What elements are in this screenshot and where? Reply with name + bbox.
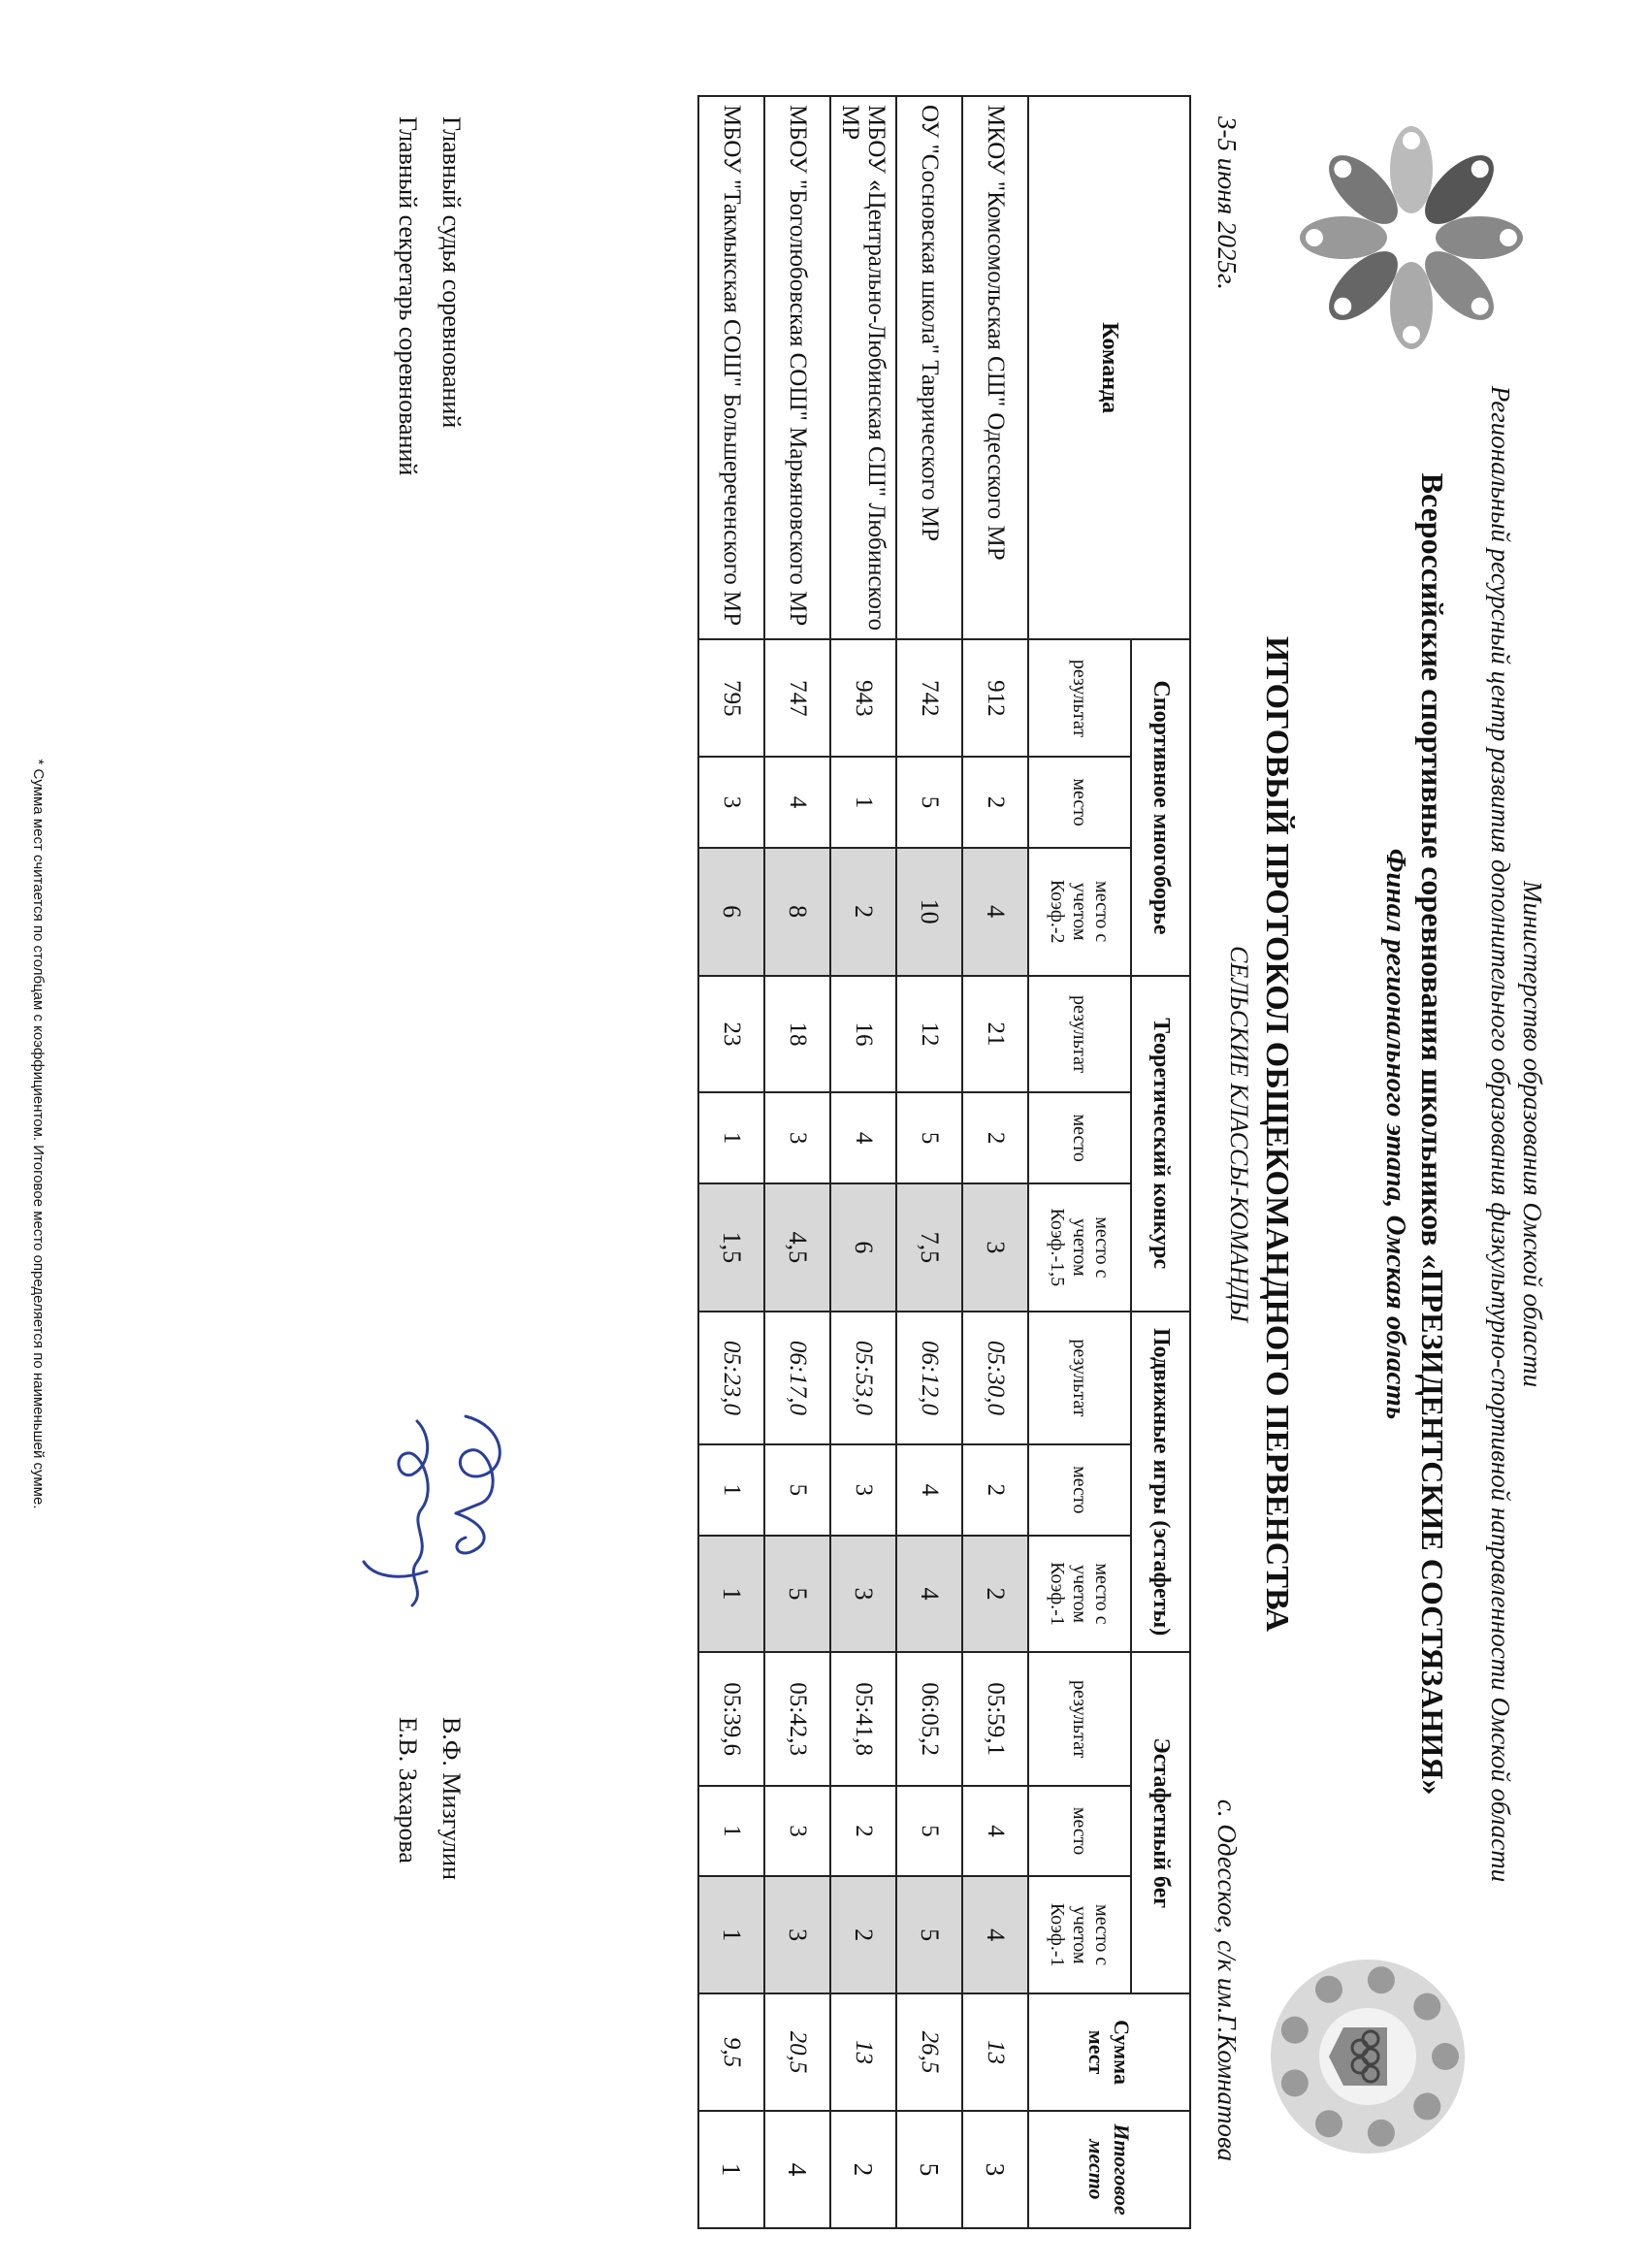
games-coef-place: 1 [698,1536,764,1653]
games-result: 05:53,0 [830,1312,896,1444]
group-header-games: Подвижные игры (эстафеты) [1131,1312,1190,1653]
multiathlon-place: 5 [896,757,962,847]
places-sum: 20,5 [764,1993,830,2111]
multiathlon-place: 2 [962,757,1028,847]
ministry-name: Министерство образования Омской области [1518,880,1547,1388]
theory-coef-place: 4,5 [764,1183,830,1312]
competition-venue: с. Одесское, с/к им.Г.Комнатова [1212,1798,1242,2161]
group-header-row [1131,96,1190,2228]
games-coef-place: 4 [896,1536,962,1653]
multiathlon-result: 943 [830,639,896,757]
relay-coef-place: 5 [896,1876,962,1993]
relay-place: 4 [962,1786,1028,1876]
theory-coef-place: 7,5 [896,1183,962,1312]
category-title: СЕЛЬСКИЕ КЛАССЫ-КОМАНДЫ [1225,946,1253,1322]
resource-center-name: Региональный ресурсный центр развития дополнительного образования физкультурно-спортивной направленности Омской области [1486,385,1515,1883]
theory-result: 23 [698,976,764,1093]
final-place-column-header: Итоговое место [1028,2111,1190,2228]
result-subheader: результат [1028,639,1131,757]
group-header-theory: Теоретический конкурс [1131,976,1190,1312]
team-name: МБОУ "Такмыкская СОШ" Большереченского МР [698,96,764,639]
games-place: 5 [764,1444,830,1535]
multiathlon-coef-place: 10 [896,848,962,976]
games-place: 2 [962,1444,1028,1535]
table-row [698,96,764,2228]
final-place: 4 [764,2111,830,2228]
places-sum: 9,5 [698,1993,764,2111]
sum-column-header: Сумма мест [1028,1993,1190,2111]
games-result: 05:30,0 [962,1312,1028,1444]
place-subheader: место [1028,1444,1131,1535]
coef-place-subheader: место с учетом Коэф.-1 [1028,1876,1131,1993]
team-name: МКОУ "Комсомольская СШ" Одесского МР [962,96,1028,639]
chief-judge-title: Главный судья соревнований [437,116,466,429]
theory-place: 5 [896,1092,962,1183]
theory-coef-place: 3 [962,1183,1028,1312]
final-place: 5 [896,2111,962,2228]
places-sum: 13 [962,1993,1028,2111]
results-table [697,95,1191,2229]
games-coef-place: 3 [830,1536,896,1653]
group-header-multiathlon: Спортивное многоборье [1131,639,1190,975]
relay-coef-place: 3 [764,1876,830,1993]
coef-place-subheader: место с учетом Коэф.-1,5 [1028,1183,1131,1312]
group-header-relay: Эстафетный бег [1131,1652,1190,1993]
coef-place-subheader: место с учетом Коэф.-1 [1028,1536,1131,1653]
result-subheader: результат [1028,976,1131,1093]
theory-result: 21 [962,976,1028,1093]
theory-place: 3 [764,1092,830,1183]
result-subheader: результат [1028,1312,1131,1444]
theory-result: 16 [830,976,896,1093]
team-name: ОУ "Сосновская школа" Таврического МР [896,96,962,639]
competition-date: 3-5 июня 2025г. [1212,116,1242,290]
multiathlon-result: 795 [698,639,764,757]
games-coef-place: 5 [764,1536,830,1653]
place-subheader: место [1028,1092,1131,1183]
table-row [896,96,962,2228]
table-row [962,96,1028,2228]
handwritten-signature-icon [359,1397,524,1649]
multiathlon-coef-place: 8 [764,848,830,976]
places-sum: 26,5 [896,1993,962,2111]
relay-place: 1 [698,1786,764,1876]
relay-coef-place: 2 [830,1876,896,1993]
theory-coef-place: 6 [830,1183,896,1312]
team-name: МБОУ "Боголюбовская СОШ" Марьяновского МР [764,96,830,639]
relay-place: 5 [896,1786,962,1876]
games-place: 3 [830,1444,896,1535]
theory-coef-place: 1,5 [698,1183,764,1312]
chief-secretary-name: Е.В. Захарова [394,1717,422,1863]
footnote: * Сумма мест считается по столбцам с коэффициентом. Итоговое место определяется по наименьшей сумме. [30,759,47,1509]
relay-coef-place: 4 [962,1876,1028,1993]
games-place: 4 [896,1444,962,1535]
relay-result: 05:39,6 [698,1652,764,1785]
games-result: 06:17,0 [764,1312,830,1444]
team-name: МБОУ «Центрально-Любинская СШ" Любинского МР [830,96,896,639]
place-subheader: место [1028,757,1131,847]
theory-place: 2 [962,1092,1028,1183]
relay-result: 05:59,1 [962,1652,1028,1785]
final-place: 1 [698,2111,764,2228]
relay-result: 06:05,2 [896,1652,962,1785]
relay-place: 3 [764,1786,830,1876]
games-result: 06:12,0 [896,1312,962,1444]
place-subheader: место [1028,1786,1131,1876]
multiathlon-place: 1 [830,757,896,847]
games-place: 1 [698,1444,764,1535]
relay-result: 05:41,8 [830,1652,896,1785]
multiathlon-result: 747 [764,639,830,757]
multiathlon-result: 912 [962,639,1028,757]
games-result: 05:23,0 [698,1312,764,1444]
multiathlon-place: 4 [764,757,830,847]
final-place: 2 [830,2111,896,2228]
table-row [830,96,896,2228]
relay-place: 2 [830,1786,896,1876]
relay-result: 05:42,3 [764,1652,830,1785]
final-place: 3 [962,2111,1028,2228]
team-column-header: Команда [1028,96,1190,639]
theory-place: 1 [698,1092,764,1183]
result-subheader: результат [1028,1652,1131,1785]
theory-result: 18 [764,976,830,1093]
competition-title: Всероссийские спортивные соревнования школьников «ПРЕЗИДЕНТСКИЕ СОСТЯЗАНИЯ» [1415,472,1450,1796]
competition-stage: Финал регионального этапа, Омская область [1380,848,1411,1420]
chief-secretary-title: Главный секретарь соревнований [394,116,422,476]
theory-place: 4 [830,1092,896,1183]
multiathlon-result: 742 [896,639,962,757]
multiathlon-coef-place: 6 [698,848,764,976]
protocol-title: ИТОГОВЫЙ ПРОТОКОЛ ОБЩЕКОМАНДНОГО ПЕРВЕНСТВА [1259,635,1295,1633]
multiathlon-coef-place: 2 [830,848,896,976]
games-coef-place: 2 [962,1536,1028,1653]
table-row [764,96,830,2228]
theory-result: 12 [896,976,962,1093]
multiathlon-place: 3 [698,757,764,847]
chief-judge-name: В.Ф. Мизгулин [437,1717,466,1881]
places-sum: 13 [830,1993,896,2111]
coef-place-subheader: место с учетом Коэф.-2 [1028,848,1131,976]
multiathlon-coef-place: 4 [962,848,1028,976]
relay-coef-place: 1 [698,1876,764,1993]
